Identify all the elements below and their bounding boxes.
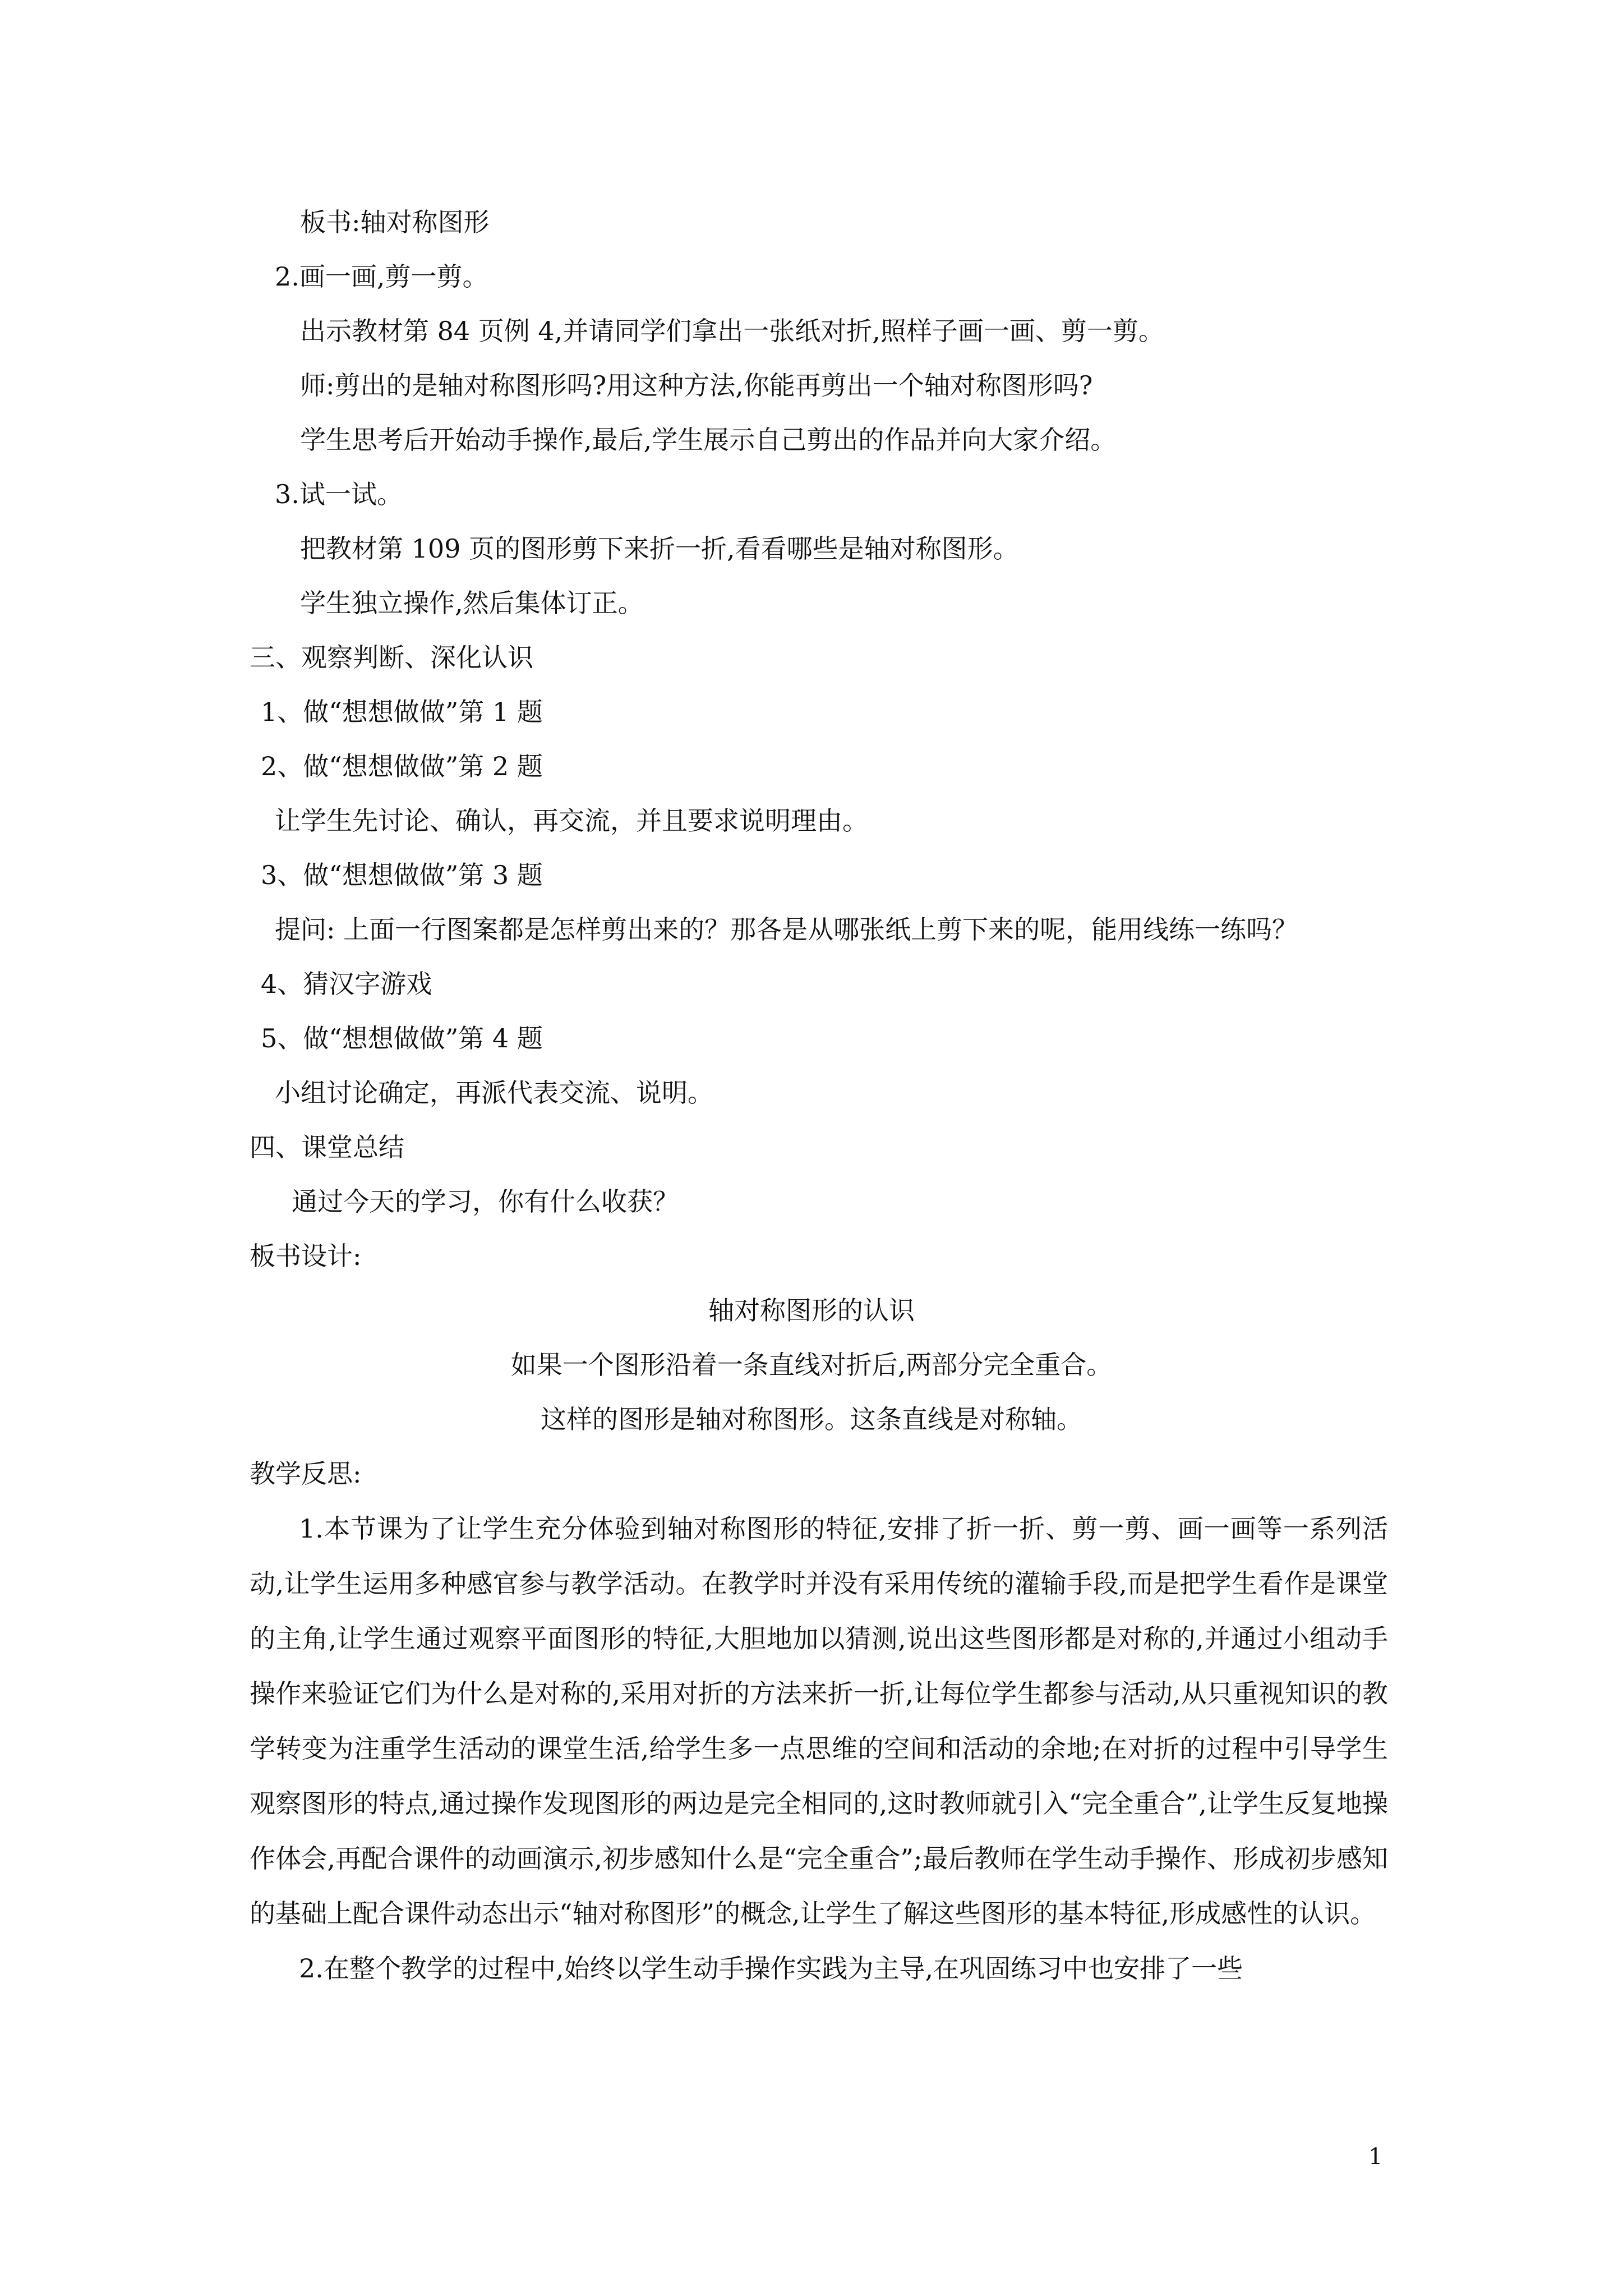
text-line: 通过今天的学习，你有什么收获？ [292, 1186, 679, 1217]
list-item: 5、做“想想做做”第 4 题 [261, 1023, 543, 1053]
board-design-title: 轴对称图形的认识 [708, 1295, 915, 1326]
text-line: 学生思考后开始动手操作,最后,学生展示自己剪出的作品并向大家介绍。 [300, 425, 1117, 455]
page-number: 1 [1368, 2144, 1383, 2170]
reflection-paragraph: 1.本节课为了让学生充分体验到轴对称图形的特征,安排了折一折、剪一剪、画一画等一系列活动,让学生运用多种感官参与教学活动。在教学时并没有采用传统的灌输手段,而是把学生看作是课堂的主角,让学生通过观察平面图形的特征,大胆地加以猜测,说出这些图形都是对称的,并通过小组动手操作来验证它们为什么是对称的,采用对折的方法来折一折,让每位学生都参与活动,从只重视知识的教学转变为注重学生活动的课堂生活,给学生多一点思维的空间和活动的余地;在对折的过程中引导学生观察图形的特点,通过操作发现图形的两边是完全相同的,这时教师就引入“完全重合”,让学生反复地操作体会,再配合课件的动画演示,初步感知什么是“完全重合”;最后教师在学生动手操作、形成初步感知的基础上配合课件动态出示“轴对称图形”的概念,让学生了解这些图形的基本特征,形成感性的认识。 [250, 1513, 1388, 1929]
chapter-heading: 三、观察判断、深化认识 [250, 642, 533, 673]
section-heading: 2.画一画,剪一剪。 [275, 261, 488, 292]
chapter-heading: 四、课堂总结 [250, 1132, 404, 1162]
reflection-paragraph: 2.在整个教学的过程中,始终以学生动手操作实践为主导,在巩固练习中也安排了一些 [299, 1953, 1243, 1984]
board-note: 板书:轴对称图形 [300, 207, 490, 237]
reflection-label: 教学反思: [250, 1458, 362, 1489]
section-heading: 3.试一试。 [275, 479, 403, 509]
text-line: 小组讨论确定，再派代表交流、说明。 [275, 1078, 713, 1108]
list-item: 4、猜汉字游戏 [261, 969, 432, 999]
text-line: 学生独立操作,然后集体订正。 [300, 588, 644, 618]
text-line: 让学生先讨论、确认，再交流，并且要求说明理由。 [275, 806, 868, 836]
text-line: 师:剪出的是轴对称图形吗?用这种方法,你能再剪出一个轴对称图形吗? [300, 370, 1093, 401]
text-line: 提问: 上面一行图案都是怎样剪出来的？那各是从哪张纸上剪下来的呢，能用线练一练吗？ [275, 914, 1298, 945]
text-line: 把教材第 109 页的图形剪下来折一折,看看哪些是轴对称图形。 [300, 533, 1019, 564]
board-design-line: 这样的图形是轴对称图形。这条直线是对称轴。 [541, 1404, 1082, 1434]
board-design-line: 如果一个图形沿着一条直线对折后,两部分完全重合。 [510, 1350, 1113, 1380]
list-item: 2、做“想想做做”第 2 题 [261, 751, 543, 781]
text-line: 出示教材第 84 页例 4,并请同学们拿出一张纸对折,照样子画一画、剪一剪。 [300, 316, 1164, 346]
list-item: 3、做“想想做做”第 3 题 [261, 860, 543, 890]
list-item: 1、做“想想做做”第 1 题 [261, 697, 543, 727]
board-design-label: 板书设计: [250, 1241, 362, 1271]
